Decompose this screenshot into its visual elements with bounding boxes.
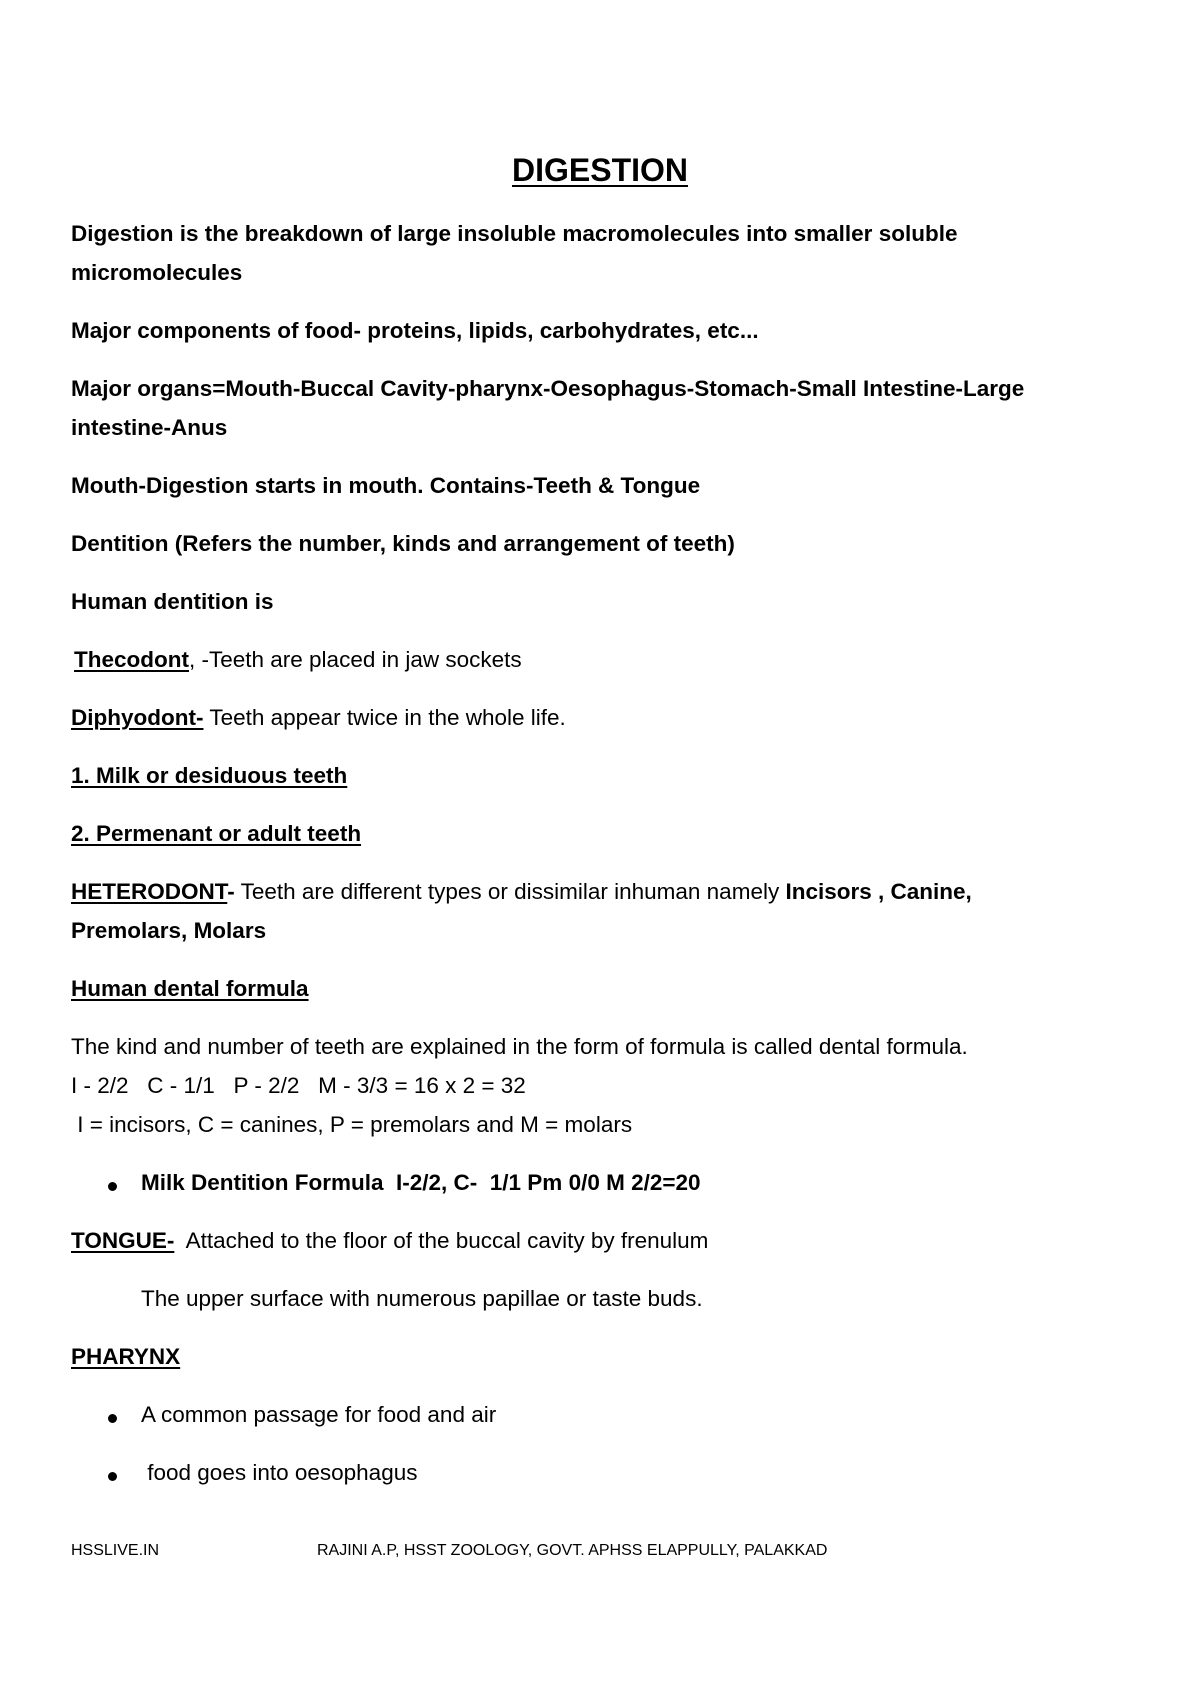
heterodont-types-line-2: Premolars, Molars — [71, 918, 267, 943]
bullet-icon — [108, 1472, 117, 1481]
heterodont-term: HETERODONT — [71, 879, 228, 904]
thecodont-term: Thecodont — [74, 647, 189, 672]
dental-formula-key: I = incisors, C = canines, P = premolars and M = molars — [71, 1112, 633, 1137]
thecodont-paragraph — [74, 640, 522, 679]
bullet-icon — [108, 1414, 117, 1423]
dental-formula-text: The kind and number of teeth are explained in the form of formula is called dental formula. — [71, 1034, 968, 1059]
heterodont-paragraph — [71, 872, 972, 911]
heterodont-text: Teeth are different types or dissimilar inhuman namely — [234, 879, 786, 904]
heterodont-types: Incisors , Canine, — [785, 879, 972, 904]
footer-left: HSSLIVE.IN — [71, 1542, 160, 1559]
milk-dentition-formula: Milk Dentition Formula I-2/2, C- 1/1 Pm 0/0 M 2/2=20 — [141, 1170, 701, 1195]
thecodont-text: , -Teeth are placed in jaw sockets — [188, 647, 522, 672]
heterodont-dash: - — [227, 879, 235, 904]
permanent-teeth-heading: 2. Permenant or adult teeth — [71, 821, 362, 846]
tongue-paragraph — [71, 1221, 708, 1260]
page-title: DIGESTION — [511, 152, 688, 188]
tongue-term: TONGUE- — [71, 1228, 175, 1253]
pharynx-heading: PHARYNX — [71, 1344, 181, 1369]
dental-formula-heading: Human dental formula — [71, 976, 309, 1001]
dentition-definition: Dentition (Refers the number, kinds and arrangement of teeth) — [71, 531, 735, 556]
human-dentition: Human dentition is — [71, 589, 274, 614]
pharynx-item: A common passage for food and air — [141, 1402, 497, 1427]
dental-formula: I - 2/2 C - 1/1 P - 2/2 M - 3/3 = 16 x 2 = 32 — [71, 1073, 526, 1098]
tongue-text: Attached to the floor of the buccal cavity by frenulum — [174, 1228, 709, 1253]
pharynx-item: food goes into oesophagus — [141, 1460, 418, 1485]
milk-teeth-heading: 1. Milk or desiduous teeth — [71, 763, 348, 788]
intro-line-2: micromolecules — [71, 260, 243, 285]
diphyodont-term: Diphyodont- — [71, 705, 204, 730]
tongue-surface: The upper surface with numerous papillae or taste buds. — [141, 1286, 703, 1311]
bullet-icon — [108, 1182, 117, 1191]
mouth-paragraph: Mouth-Digestion starts in mouth. Contains-Teeth & Tongue — [71, 473, 701, 498]
diphyodont-text: Teeth appear twice in the whole life. — [203, 705, 566, 730]
organs-line-1: Major organs=Mouth-Buccal Cavity-pharynx-Oesophagus-Stomach-Small Intestine-Large — [71, 376, 1025, 401]
diphyodont-paragraph — [71, 698, 566, 737]
food-components: Major components of food- proteins, lipids, carbohydrates, etc... — [71, 318, 759, 343]
footer-right: RAJINI A.P, HSST ZOOLOGY, GOVT. APHSS ELAPPULLY, PALAKKAD — [317, 1542, 828, 1559]
organs-line-2: intestine-Anus — [71, 415, 228, 440]
intro-line-1: Digestion is the breakdown of large insoluble macromolecules into smaller soluble — [71, 221, 958, 246]
